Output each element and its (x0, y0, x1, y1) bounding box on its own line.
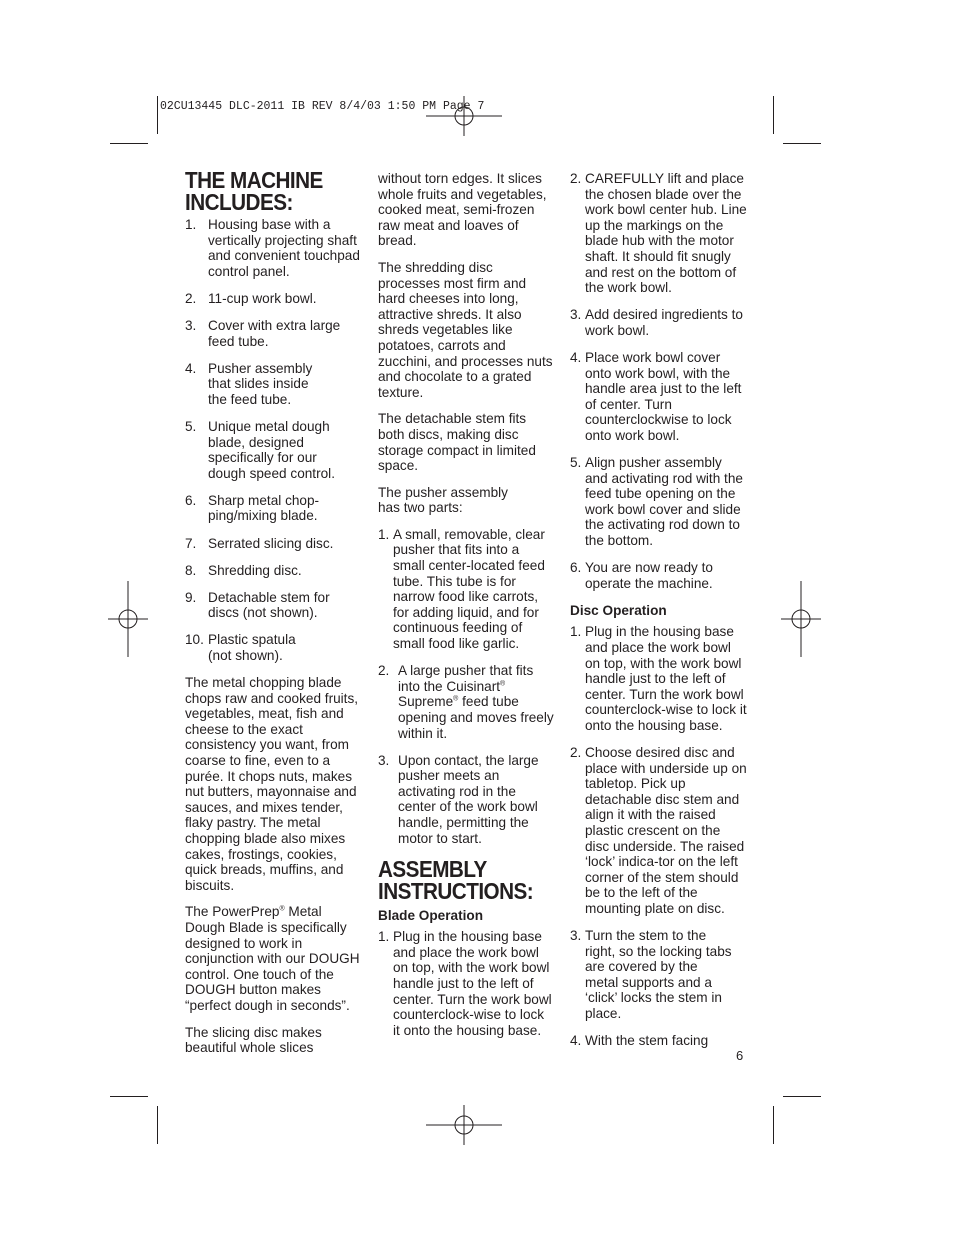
crop-mark-top-left-vertical (157, 96, 158, 134)
list-item: 9. Detachable stem for discs (not shown). (185, 589, 330, 621)
list-item: 3. Turn the stem to the right, so the locking tabs are covered by the metal supports and a ‘click’ locks the stem in place. (570, 928, 732, 1021)
registration-mark-right (781, 581, 821, 657)
registration-mark-left (108, 581, 148, 657)
list-item: 5. Unique metal dough blade, designed specifically for our dough speed control. (185, 418, 335, 481)
shredding-disc-paragraph: The shredding disc processes most firm and hard cheeses into long, attractive shreds. It also shreds vegetables like potatoes, carrots and zucchini, and processes nuts and chocolate to a grated texture. (378, 259, 553, 400)
printer-slug: 02CU13445 DLC-2011 IB REV 8/4/03 1:50 PM Page 7 (160, 100, 485, 113)
disc-operation-heading: Disc Operation (570, 602, 667, 618)
parts-list (185, 217, 363, 664)
column-2 (378, 171, 554, 1050)
list-item: 2. Choose desired disc and place with underside up on tabletop. Pick up detachable disc stem and align it with the raised plastic crescent on the disc underside. The raised ‘lock’ indica-tor on the left corner of the stem should be to the left of the mounting plate on disc. (570, 745, 747, 916)
list-item: 3. Add desired ingredients to work bowl. (570, 307, 743, 338)
list-item: 3. Cover with extra large feed tube. (185, 317, 341, 349)
slicing-disc-paragraph-start: The slicing disc makes beautiful whole slices (185, 1024, 322, 1056)
list-item: 3. Upon contact, the large pusher meets an activating rod in the center of the work bowl handle, permitting the motor to start. (378, 752, 539, 846)
blade-operation-list (378, 929, 554, 1038)
registered-mark: ® (500, 680, 506, 688)
list-item: 8. Shredding disc. (185, 562, 302, 578)
page-number: 6 (736, 1048, 744, 1063)
detachable-stem-paragraph: The detachable stem fits both discs, making disc storage compact in limited space. (378, 411, 536, 474)
heading-line-1: ASSEMBLY (378, 855, 487, 882)
list-item: 4. Pusher assembly that slides inside the feed tube. (185, 360, 313, 407)
pusher-assembly-paragraph: The pusher assembly has two parts: (378, 484, 508, 516)
list-item: 5. Align pusher assembly and activating rod with the feed tube opening on the work bowl cover and slide the activating rod down to the bottom. (570, 455, 743, 548)
list-item: 1. Plug in the housing base and place the work bowl on top, with the work bowl handle just to the left of center. Turn the work bowl counterclock-wise to lock it onto the housing base. (378, 929, 552, 1038)
crop-mark-bottom-right-vertical (773, 1106, 774, 1144)
disc-operation-list (570, 624, 748, 1048)
heading-line-2: INCLUDES: (185, 189, 293, 215)
assembly-instructions-heading (378, 855, 536, 904)
crop-mark-top-right-horizontal (783, 143, 821, 144)
crop-mark-top-right-vertical (773, 96, 774, 134)
crop-mark-top-left-horizontal (110, 143, 148, 144)
heading-line-1: THE MACHINE (185, 167, 323, 193)
crop-mark-bottom-right-horizontal (783, 1096, 821, 1097)
crop-mark-bottom-left-horizontal (110, 1096, 148, 1097)
list-item: 6. Sharp metal chop-ping/mixing blade. (185, 492, 320, 524)
list-item: 2. CAREFULLY lift and place the chosen blade over the work bowl center hub. Line up the markings on the blade hub with the motor shaft. It should fit snugly and rest on the bottom of the work bowl. (570, 171, 747, 296)
list-item: 1. A small, removable, clear pusher that fits into a small center-located feed tube. This tube is for narrow food like carrots, for adding liquid, and for continuous feeding of small food like garlic. (378, 526, 545, 652)
registered-mark: ® (453, 695, 459, 703)
chopping-blade-paragraph: The metal chopping blade chops raw and cooked fruits, vegetables, meat, fish and cheese to the exact consistency you want, from coarse to fine, even to a purée. It chops nuts, makes nut butters, mayonnaise and sauces, and mixes tender, flaky pastry. The metal chopping blade also mixes cakes, frostings, cookies, quick breads, muffins, and biscuits. (185, 675, 359, 893)
powerprep-paragraph: The PowerPrep® Metal Dough Blade is specifically designed to work in conjunction with our DOUGH control. One touch of the DOUGH button makes “perfect dough in seconds”. (185, 904, 360, 1013)
registration-mark-bottom (426, 1105, 502, 1145)
registration-mark-top (426, 96, 502, 136)
list-item: 1. Housing base with a vertically projecting shaft and convenient touchpad control panel. (185, 217, 360, 279)
registered-mark: ® (279, 905, 285, 913)
list-item: 4. Place work bowl cover onto work bowl, with the handle area just to the left of center. Turn counterclockwise to lock onto work bowl. (570, 349, 742, 443)
list-item: 4. With the stem facing (570, 1033, 709, 1049)
column-1 (185, 169, 363, 1067)
list-item: 6. You are now ready to operate the machine. (570, 560, 713, 591)
machine-includes-heading (185, 169, 345, 213)
pusher-parts-list (378, 527, 554, 846)
heading-line-2: INSTRUCTIONS: (378, 877, 534, 904)
blade-operation-heading: Blade Operation (378, 907, 483, 923)
list-item: 1. Plug in the housing base and place the work bowl on top, with the work bowl handle just to the left of center. Turn the work bowl counterclock-wise to lock it onto the housing base. (570, 624, 747, 733)
slicing-disc-paragraph-cont: without torn edges. It slices whole fruits and vegetables, cooked meat, semi-frozen raw meat and loaves of bread. (378, 171, 547, 249)
column-3 (570, 171, 748, 1060)
list-item: 10. Plastic spatula (not shown). (185, 632, 296, 663)
list-item: 2. 11-cup work bowl. (185, 290, 317, 306)
list-item: 7. Serrated slicing disc. (185, 535, 334, 551)
crop-mark-bottom-left-vertical (157, 1106, 158, 1144)
list-item: 2. A large pusher that fits into the Cuisinart® Supreme® feed tube opening and moves freely within it. (378, 663, 554, 741)
blade-operation-list-cont (570, 171, 748, 591)
